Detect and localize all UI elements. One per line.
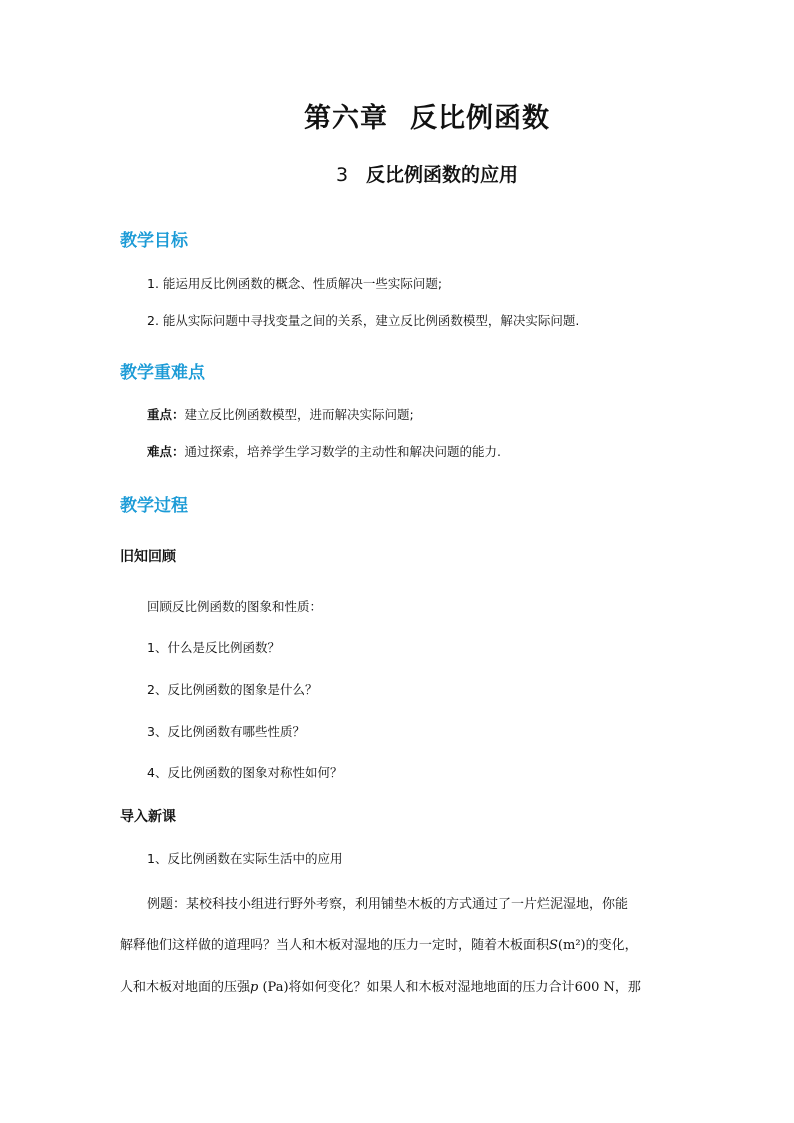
section-title xyxy=(0,160,794,187)
hard-point-label: 难点： xyxy=(147,444,185,459)
difficulties-heading: 教学重难点 xyxy=(120,363,205,383)
example-line-2-a: 解释他们这样做的道理吗？当人和木板对湿地的压力一定时，随着木板面积 xyxy=(120,938,550,953)
review-question-2: 2、反比例函数的图象是什么？ xyxy=(147,682,318,697)
goal-item-2: 2. 能从实际问题中寻找变量之间的关系，建立反比例函数模型，解决实际问题. xyxy=(147,313,580,328)
chapter-title xyxy=(0,96,794,135)
review-question-4: 4、反比例函数的图象对称性如何？ xyxy=(147,765,343,780)
force-value: 600 N xyxy=(574,980,615,995)
key-point-label: 重点： xyxy=(147,407,185,422)
example-line-2 xyxy=(120,934,680,953)
example-line-3-a: 人和木板对地面的压强 xyxy=(120,980,251,995)
unit-pa: (Pa) xyxy=(258,980,289,995)
hard-point xyxy=(147,442,501,460)
example-line-2-b: 的变化， xyxy=(585,938,638,953)
unit-m2: (m²) xyxy=(557,938,586,953)
goal-item-1: 1. 能运用反比例函数的概念、性质解决一些实际问题; xyxy=(147,276,443,291)
example-line-3-c: ，那 xyxy=(614,980,641,995)
chapter-name: 反比例函数 xyxy=(410,103,550,134)
intro-item-1: 1、反比例函数在实际生活中的应用 xyxy=(147,851,343,866)
hard-point-text: 通过探索，培养学生学习数学的主动性和解决问题的能力. xyxy=(184,444,501,459)
variable-p: p xyxy=(250,980,259,995)
section-number: 3 xyxy=(335,164,349,186)
goals-heading: 教学目标 xyxy=(120,231,188,251)
variable-s: S xyxy=(549,938,558,953)
key-point xyxy=(147,405,414,423)
intro-heading: 导入新课 xyxy=(120,809,176,825)
key-point-text: 建立反比例函数模型，进而解决实际问题; xyxy=(184,407,414,422)
review-intro: 回顾反比例函数的图象和性质： xyxy=(147,599,323,614)
example-line-3 xyxy=(120,976,680,995)
process-heading: 教学过程 xyxy=(120,496,188,516)
review-heading: 旧知回顾 xyxy=(120,549,176,565)
chapter-number: 第六章 xyxy=(304,103,388,134)
section-name: 反比例函数的应用 xyxy=(366,164,519,186)
review-question-3: 3、反比例函数有哪些性质？ xyxy=(147,724,305,739)
example-line-1: 例题：某校科技小组进行野外考察，利用铺垫木板的方式通过了一片烂泥湿地，你能 xyxy=(147,897,629,912)
review-question-1: 1、什么是反比例函数？ xyxy=(147,640,280,655)
example-line-3-b: 将如何变化？如果人和木板对湿地地面的压力合计 xyxy=(288,980,575,995)
